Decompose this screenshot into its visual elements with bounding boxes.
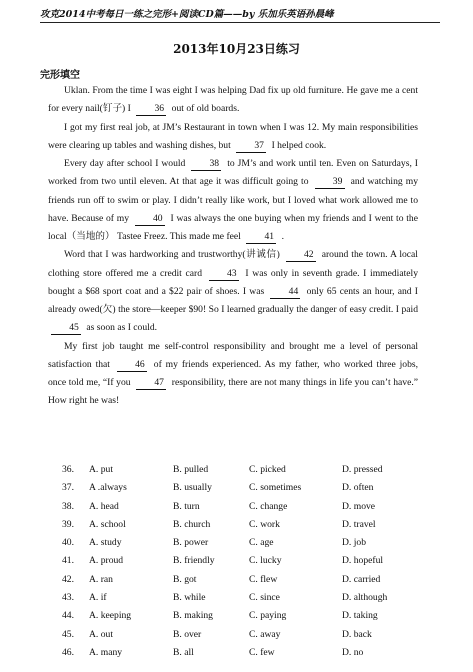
question-number: 45. (62, 628, 74, 640)
passage-text: Every day after school I would (64, 158, 186, 169)
question-number: 46. (62, 646, 74, 658)
option-c: C. since (249, 592, 280, 604)
option-d: D. carried (342, 573, 381, 585)
passage-text: around the town. A local clothing store offered me a credit card (48, 249, 418, 279)
option-a: A. proud (89, 555, 124, 567)
option-b: B. usually (173, 482, 212, 494)
option-a: A .always (89, 482, 127, 494)
passage-paragraph (48, 338, 418, 411)
blank-42: 42 (286, 249, 316, 262)
passage-text: I got my first real job, at JM’s Restaurant in town when I was 12. My main responsibilities were clearing up tables and washing dishes, but (48, 121, 418, 151)
option-a: A. study (89, 537, 122, 549)
passage-paragraph (48, 82, 418, 119)
option-c: C. sometimes (249, 482, 302, 494)
choice-row (62, 629, 432, 647)
option-b: B. power (173, 537, 209, 549)
option-a: A. put (89, 464, 113, 475)
option-d: D. move (342, 500, 376, 512)
blank-41: 41 (246, 231, 276, 244)
passage-text: Uklan. From the time I was eight I was helping Dad fix up old furniture. He gave me a cent for every nail(钉子) I (48, 85, 418, 115)
choice-row (62, 555, 432, 573)
option-a: A. school (89, 518, 126, 530)
header-rule (40, 22, 440, 23)
option-a: A. ran (89, 573, 113, 585)
passage-text: only 65 cents an hour, and I already owed(欠) the store—keeper $90! So I learned gradually the danger of easy credit. I paid (48, 285, 418, 315)
option-c: C. work (249, 518, 280, 530)
passage-text: I helped cook. (271, 139, 327, 151)
blank-47: 47 (136, 377, 166, 390)
passage-text: I was always the one buying when my friends and I went to the local（当地的） Tastee Freez. This made me feel (48, 212, 418, 242)
option-d: D. although (342, 592, 388, 604)
cloze-passage (48, 82, 418, 411)
passage-paragraph (48, 119, 418, 156)
option-b: B. over (173, 628, 202, 640)
passage-text: out of old boards. (171, 103, 240, 115)
passage-text: of my friends experienced. As my father, who worked three jobs, once told me, “If you (48, 358, 419, 388)
question-number: 37. (62, 482, 74, 494)
option-c: C. away (249, 628, 281, 640)
question-number: 38. (62, 500, 74, 512)
choice-row (62, 574, 432, 592)
choice-row (62, 610, 432, 628)
choice-row (62, 464, 432, 482)
passage-text: responsibility, there are not many things in life you can’t have.” How right he was! (48, 377, 418, 407)
question-number: 44. (62, 610, 74, 622)
passage-text: and watching my friends run off to swim or play. I didn’t really like work, but I loved what work allowed me to have. Because of my (48, 176, 419, 224)
option-b: B. all (173, 646, 194, 658)
choice-row (62, 482, 432, 500)
passage-text: Word that I was hardworking and trustworthy(讲诚信) (64, 249, 280, 261)
blank-44: 44 (270, 286, 300, 299)
passage-text: to JM’s and work until ten. Even on Saturdays, I worked from two until eleven. At that age it was difficult going to (48, 158, 418, 188)
passage-text: I was only in seventh grade. I immediately bought a $68 sport coat and a $22 pair of shoes. I was (48, 267, 418, 297)
blank-40: 40 (135, 213, 165, 226)
option-d: D. job (342, 537, 366, 549)
page-title: 2013年10月23日练习 (173, 42, 300, 56)
option-d: D. taking (342, 610, 378, 622)
choice-row (62, 647, 432, 665)
question-number: 36. (62, 464, 74, 475)
option-a: A. if (89, 592, 107, 604)
option-b: B. turn (173, 500, 200, 512)
choice-row (62, 501, 432, 519)
option-c: C. paying (249, 610, 287, 622)
blank-45: 45 (51, 322, 81, 335)
option-d: D. travel (342, 518, 376, 530)
page-header: 攻克2014中考每日一练之完形+阅读CD篇——by 乐加乐英语孙晨峰 (40, 9, 334, 20)
choice-row (62, 519, 432, 537)
option-c: C. age (249, 537, 274, 549)
passage-text: as soon as I could. (86, 322, 158, 334)
option-b: B. church (173, 518, 211, 530)
blank-39: 39 (315, 176, 345, 189)
option-a: A. head (89, 500, 119, 512)
choices-list (62, 464, 432, 665)
choice-row (62, 592, 432, 610)
option-c: C. picked (249, 464, 286, 475)
option-d: D. often (342, 482, 374, 494)
passage-paragraph (48, 155, 418, 246)
option-d: D. hopeful (342, 555, 384, 567)
option-b: B. got (173, 573, 197, 585)
question-number: 41. (62, 555, 74, 567)
passage-text: . (281, 231, 285, 242)
question-number: 42. (62, 573, 74, 585)
question-number: 40. (62, 537, 74, 549)
blank-38: 38 (191, 158, 221, 171)
option-b: B. making (173, 610, 213, 622)
option-c: C. flew (249, 573, 278, 585)
option-b: B. pulled (173, 464, 209, 475)
option-d: D. back (342, 628, 372, 640)
option-d: D. pressed (342, 464, 383, 475)
section-heading: 完形填空 (40, 70, 80, 81)
option-a: A. keeping (89, 610, 132, 622)
passage-paragraph (48, 246, 418, 337)
option-b: B. while (173, 592, 206, 604)
option-c: C. change (249, 500, 288, 512)
option-a: A. many (89, 646, 123, 658)
question-number: 39. (62, 518, 74, 530)
option-d: D. no (342, 646, 364, 658)
option-c: C. lucky (249, 555, 282, 567)
choice-row (62, 537, 432, 555)
blank-43: 43 (209, 268, 239, 281)
blank-36: 36 (136, 103, 166, 116)
option-a: A. out (89, 628, 113, 640)
question-number: 43. (62, 592, 74, 604)
option-c: C. few (249, 646, 275, 658)
passage-text: My first job taught me self-control responsibility and brought me a level of personal satisfaction that (48, 340, 418, 370)
blank-37: 37 (236, 140, 266, 153)
blank-46: 46 (117, 359, 147, 372)
option-b: B. friendly (173, 555, 215, 567)
